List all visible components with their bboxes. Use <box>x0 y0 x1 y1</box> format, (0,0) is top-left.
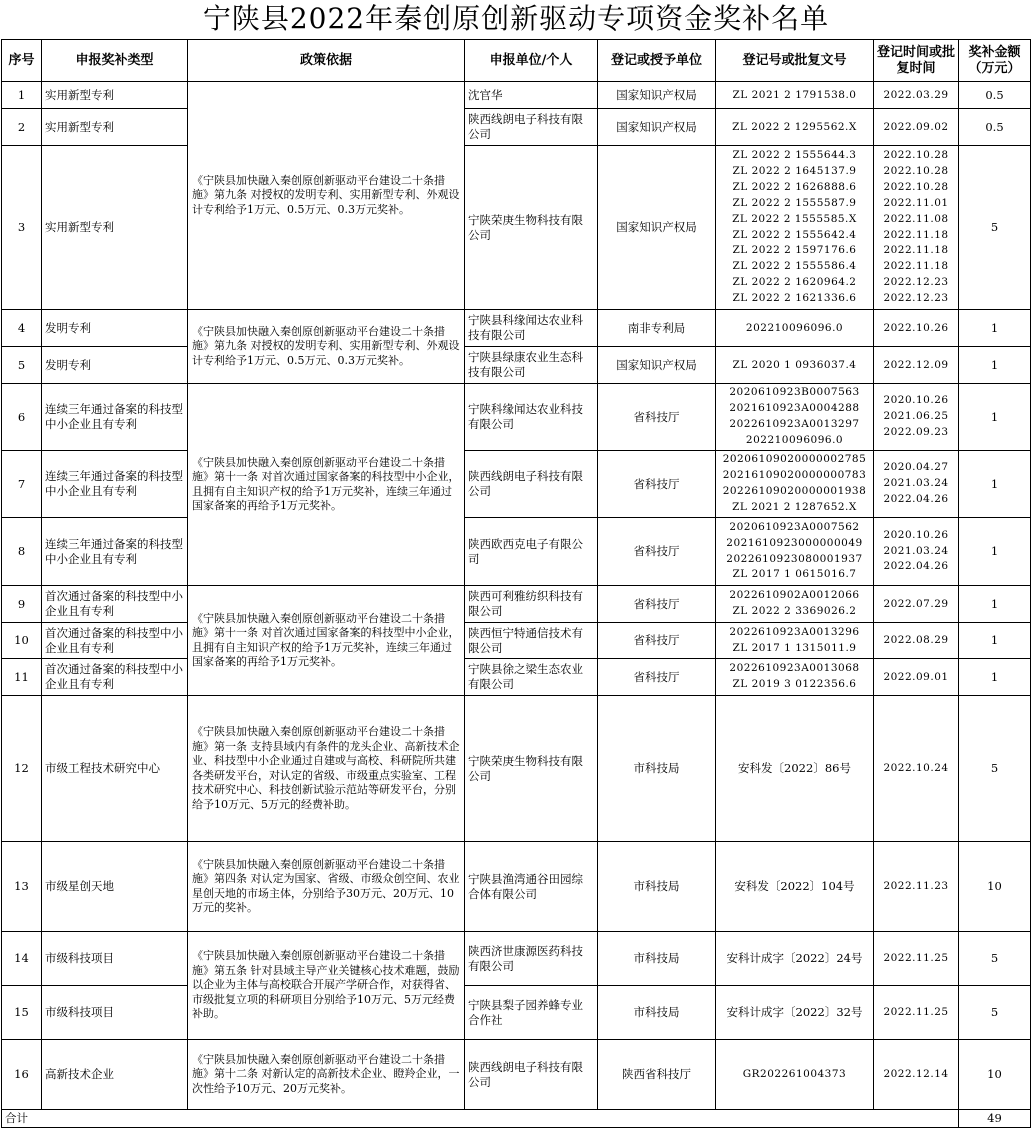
row-regno: 安科发〔2022〕86号 <box>716 696 874 842</box>
award-table <box>1 39 1031 1128</box>
document-title: 宁陕县2022年秦创原创新驱动专项资金奖补名单 <box>202 2 830 35</box>
row-amount: 0.5 <box>959 82 1031 109</box>
row-policy: 《宁陕县加快融入秦创原创新驱动平台建设二十条措施》第四条 对认定为国家、省级、市级众创空间、农业星创天地的市场主体，分别给予30万元、20万元、10万元的奖补。 <box>188 842 465 932</box>
row-applicant: 宁陕荣庚生物科技有限公司 <box>465 696 598 842</box>
row-policy: 《宁陕县加快融入秦创原创新驱动平台建设二十条措施》第九条 对授权的发明专利、实用新型专利、外观设计专利给予1万元、0.5万元、0.3万元奖补。 <box>188 310 465 384</box>
row-amount: 0.5 <box>959 109 1031 146</box>
row-date: 2020.04.27 2021.03.24 2022.04.26 <box>874 451 959 518</box>
row-regno: ZL 2022 2 1295562.X <box>716 109 874 146</box>
row-authority: 南非专利局 <box>598 310 716 347</box>
row-regno: 安科计成字〔2022〕32号 <box>716 986 874 1040</box>
row-date: 2022.10.24 <box>874 696 959 842</box>
row-date: 2022.09.01 <box>874 659 959 696</box>
row-type: 实用新型专利 <box>42 109 188 146</box>
row-date: 2022.10.28 2022.10.28 2022.10.28 2022.11.01 2022.11.08 2022.11.18 2022.11.18 2022.11.18 2022.12.23 2022.12.23 <box>874 146 959 310</box>
table-row <box>2 1040 1031 1110</box>
row-no: 8 <box>2 518 42 586</box>
row-no: 3 <box>2 146 42 310</box>
table-row <box>2 842 1031 932</box>
row-authority: 国家知识产权局 <box>598 347 716 384</box>
row-date: 2022.09.02 <box>874 109 959 146</box>
table-row <box>2 986 1031 1040</box>
row-applicant: 陕西线朗电子科技有限公司 <box>465 109 598 146</box>
row-applicant: 宁陕县绿康农业生态科技有限公司 <box>465 347 598 384</box>
row-policy: 《宁陕县加快融入秦创原创新驱动平台建设二十条措施》第一条 支持县域内有条件的龙头企业、高新技术企业、科技型中小企业通过自建或与高校、科研院所共建各类研发平台，对认定的省级、市级重点实验室、工程技术研究中心、科技创新试验示范站等研发平台，分别给予10万元、5万元的经费补助。 <box>188 696 465 842</box>
row-type: 市级工程技术研究中心 <box>42 696 188 842</box>
row-no: 5 <box>2 347 42 384</box>
table-row <box>2 518 1031 586</box>
row-applicant: 宁陕科缘闻达农业科技有限公司 <box>465 384 598 451</box>
row-no: 15 <box>2 986 42 1040</box>
row-no: 2 <box>2 109 42 146</box>
row-authority: 市科技局 <box>598 932 716 986</box>
row-authority: 省科技厅 <box>598 586 716 623</box>
row-date: 2022.11.23 <box>874 842 959 932</box>
table-row <box>2 932 1031 986</box>
row-amount: 1 <box>959 586 1031 623</box>
row-regno: 安科计成字〔2022〕24号 <box>716 932 874 986</box>
row-date: 2022.03.29 <box>874 82 959 109</box>
row-policy: 《宁陕县加快融入秦创原创新驱动平台建设二十条措施》第十一条 对首次通过国家备案的科技型中小企业，且拥有自主知识产权的给予1万元奖补，连续三年通过国家备案的再给予1万元奖补。 <box>188 586 465 696</box>
row-authority: 国家知识产权局 <box>598 109 716 146</box>
row-applicant: 陕西线朗电子科技有限公司 <box>465 1040 598 1110</box>
row-no: 4 <box>2 310 42 347</box>
row-authority: 国家知识产权局 <box>598 146 716 310</box>
total-amount: 49 <box>959 1110 1031 1128</box>
row-type: 首次通过备案的科技型中小企业且有专利 <box>42 586 188 623</box>
row-applicant: 宁陕县梨子园养蜂专业合作社 <box>465 986 598 1040</box>
row-type: 连续三年通过备案的科技型中小企业且有专利 <box>42 518 188 586</box>
table-row <box>2 623 1031 659</box>
row-authority: 省科技厅 <box>598 451 716 518</box>
total-row <box>2 1110 1031 1128</box>
row-amount: 1 <box>959 310 1031 347</box>
row-applicant: 陕西恒宁特通信技术有限公司 <box>465 623 598 659</box>
row-date: 2022.11.25 <box>874 932 959 986</box>
total-label: 合计 <box>2 1110 959 1128</box>
row-no: 1 <box>2 82 42 109</box>
header-no: 序号 <box>2 40 42 82</box>
header-policy: 政策依据 <box>188 40 465 82</box>
row-applicant: 陕西线朗电子科技有限公司 <box>465 451 598 518</box>
row-regno: 20206109020000002785 20216109020000000783 20226109020000001938 ZL 2021 2 1287652.X <box>716 451 874 518</box>
row-type: 实用新型专利 <box>42 82 188 109</box>
row-no: 16 <box>2 1040 42 1110</box>
row-regno: 2022610923A0013296 ZL 2017 1 1315011.9 <box>716 623 874 659</box>
row-amount: 1 <box>959 623 1031 659</box>
table-row <box>2 659 1031 696</box>
row-type: 连续三年通过备案的科技型中小企业且有专利 <box>42 451 188 518</box>
row-regno: ZL 2022 2 1555644.3 ZL 2022 2 1645137.9 ZL 2022 2 1626888.6 ZL 2022 2 1555587.9 ZL 2022 2 1555585.X ZL 2022 2 1555642.4 ZL 2022 2 1597176.6 ZL 2022 2 1555586.4 ZL 2022 2 1620964.2 ZL 2022 2 1621336.6 <box>716 146 874 310</box>
row-regno: ZL 2020 1 0936037.4 <box>716 347 874 384</box>
row-applicant: 宁陕县徐之梁生态农业有限公司 <box>465 659 598 696</box>
row-type: 市级星创天地 <box>42 842 188 932</box>
row-date: 2020.10.26 2021.06.25 2022.09.23 <box>874 384 959 451</box>
row-date: 2022.12.09 <box>874 347 959 384</box>
table-row <box>2 82 1031 109</box>
header-type: 申报奖补类型 <box>42 40 188 82</box>
row-applicant: 宁陕荣庚生物科技有限公司 <box>465 146 598 310</box>
row-authority: 省科技厅 <box>598 623 716 659</box>
row-authority: 市科技局 <box>598 696 716 842</box>
row-amount: 1 <box>959 518 1031 586</box>
row-type: 发明专利 <box>42 310 188 347</box>
table-row <box>2 310 1031 347</box>
row-amount: 5 <box>959 986 1031 1040</box>
row-authority: 国家知识产权局 <box>598 82 716 109</box>
row-type: 实用新型专利 <box>42 146 188 310</box>
row-date: 2022.07.29 <box>874 586 959 623</box>
row-type: 首次通过备案的科技型中小企业且有专利 <box>42 623 188 659</box>
row-type: 市级科技项目 <box>42 986 188 1040</box>
row-authority: 省科技厅 <box>598 518 716 586</box>
row-regno: GR202261004373 <box>716 1040 874 1110</box>
row-regno: 2020610923A0007562 2021610923000000049 2022610923080001937 ZL 2017 1 0615016.7 <box>716 518 874 586</box>
row-authority: 市科技局 <box>598 986 716 1040</box>
table-row <box>2 586 1031 623</box>
row-regno: 202210096096.0 <box>716 310 874 347</box>
row-date: 2020.10.26 2021.03.24 2022.04.26 <box>874 518 959 586</box>
row-regno: ZL 2021 2 1791538.0 <box>716 82 874 109</box>
row-policy: 《宁陕县加快融入秦创原创新驱动平台建设二十条措施》第九条 对授权的发明专利、实用新型专利、外观设计专利给予1万元、0.5万元、0.3万元奖补。 <box>188 82 465 310</box>
row-authority: 市科技局 <box>598 842 716 932</box>
row-applicant: 宁陕县科缘闻达农业科技有限公司 <box>465 310 598 347</box>
row-applicant: 宁陕县渔湾通谷田园综合体有限公司 <box>465 842 598 932</box>
row-authority: 省科技厅 <box>598 384 716 451</box>
header-regno: 登记号或批复文号 <box>716 40 874 82</box>
row-no: 9 <box>2 586 42 623</box>
row-policy: 《宁陕县加快融入秦创原创新驱动平台建设二十条措施》第十一条 对首次通过国家备案的科技型中小企业，且拥有自主知识产权的给予1万元奖补，连续三年通过国家备案的再给予1万元奖补。 <box>188 384 465 586</box>
row-policy: 《宁陕县加快融入秦创原创新驱动平台建设二十条措施》第五条 针对县域主导产业关键核心技术难题，鼓励以企业为主体与高校联合开展产学研合作，对获得省、市级批复立项的科研项目分别给予10万元、5万元经费补助。 <box>188 932 465 1040</box>
row-type: 高新技术企业 <box>42 1040 188 1110</box>
row-date: 2022.08.29 <box>874 623 959 659</box>
row-no: 13 <box>2 842 42 932</box>
table-row <box>2 109 1031 146</box>
table-row <box>2 347 1031 384</box>
row-amount: 1 <box>959 347 1031 384</box>
row-type: 首次通过备案的科技型中小企业且有专利 <box>42 659 188 696</box>
row-no: 14 <box>2 932 42 986</box>
row-no: 6 <box>2 384 42 451</box>
row-applicant: 陕西济世康源医药科技有限公司 <box>465 932 598 986</box>
row-date: 2022.10.26 <box>874 310 959 347</box>
table-row <box>2 451 1031 518</box>
row-applicant: 沈官华 <box>465 82 598 109</box>
row-date: 2022.12.14 <box>874 1040 959 1110</box>
header-amount: 奖补金额（万元） <box>959 40 1031 82</box>
row-type: 市级科技项目 <box>42 932 188 986</box>
table-row <box>2 696 1031 842</box>
row-applicant: 陕西欧西克电子有限公司 <box>465 518 598 586</box>
row-amount: 10 <box>959 1040 1031 1110</box>
row-amount: 1 <box>959 659 1031 696</box>
row-regno: 2020610923B0007563 2021610923A0004288 2022610923A0013297 202210096096.0 <box>716 384 874 451</box>
row-amount: 5 <box>959 146 1031 310</box>
row-applicant: 陕西可利雅纺织科技有限公司 <box>465 586 598 623</box>
row-policy: 《宁陕县加快融入秦创原创新驱动平台建设二十条措施》第十二条 对新认定的高新技术企业、瞪羚企业，一次性给予10万元、20万元奖补。 <box>188 1040 465 1110</box>
table-row <box>2 146 1031 310</box>
row-no: 11 <box>2 659 42 696</box>
row-amount: 5 <box>959 696 1031 842</box>
row-no: 7 <box>2 451 42 518</box>
row-regno: 2022610923A0013068 ZL 2019 3 0122356.6 <box>716 659 874 696</box>
row-regno: 安科发〔2022〕104号 <box>716 842 874 932</box>
header-applicant: 申报单位/个人 <box>465 40 598 82</box>
table-row <box>2 384 1031 451</box>
row-amount: 1 <box>959 384 1031 451</box>
row-amount: 1 <box>959 451 1031 518</box>
row-authority: 省科技厅 <box>598 659 716 696</box>
row-no: 10 <box>2 623 42 659</box>
row-date: 2022.11.25 <box>874 986 959 1040</box>
header-authority: 登记或授予单位 <box>598 40 716 82</box>
row-amount: 10 <box>959 842 1031 932</box>
header-row <box>2 40 1031 82</box>
row-regno: 2022610902A0012066 ZL 2022 2 3369026.2 <box>716 586 874 623</box>
row-type: 连续三年通过备案的科技型中小企业且有专利 <box>42 384 188 451</box>
row-type: 发明专利 <box>42 347 188 384</box>
row-amount: 5 <box>959 932 1031 986</box>
row-authority: 陕西省科技厅 <box>598 1040 716 1110</box>
header-date: 登记时间或批复时间 <box>874 40 959 82</box>
row-no: 12 <box>2 696 42 842</box>
